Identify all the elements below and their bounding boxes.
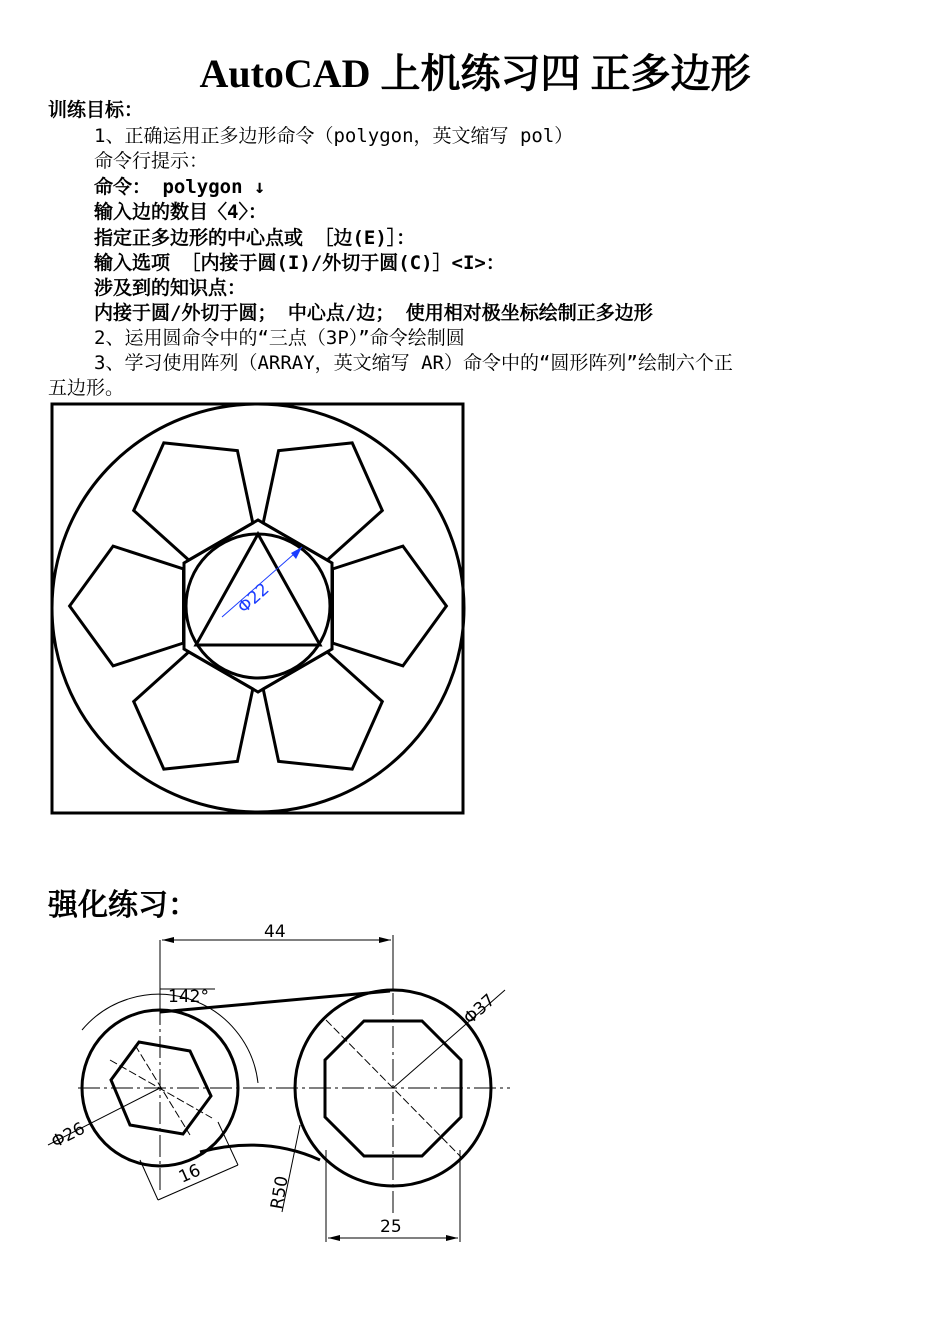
pentagon [263,443,382,560]
command-4: 输入选项 ［内接于圆(I)/外切于圆(C)］<I>： [94,252,505,274]
practice-heading: 强化练习： [48,888,198,923]
pentagon [70,546,184,666]
dimension-16: 16 [175,1160,204,1188]
pentagon [134,652,253,769]
pentagon [134,443,253,560]
figure-practice-linkage [40,915,520,1245]
item-1: 1、正确运用正多边形命令（polygon，英文缩写 pol） [94,125,574,147]
command-1: 命令： polygon ↓ [94,176,266,198]
dimension-diameter-26: Φ26 [48,1118,89,1153]
knowledge-items: 内接于圆/外切于圆； 中心点/边； 使用相对极坐标绘制正多边形 [94,302,653,324]
goals-label: 训练目标： [48,99,144,121]
dimension-25: 25 [380,1217,402,1237]
arc-r50 [200,1145,320,1160]
knowledge-label: 涉及到的知识点： [94,277,247,299]
dimension-diameter-37: Φ37 [459,990,500,1029]
command-3: 指定正多边形的中心点或 ［边(E)］： [94,227,416,249]
dimension-r50: R50 [267,1174,293,1211]
prompt-label: 命令行提示： [94,150,209,172]
dimension-44: 44 [264,922,286,942]
pentagon [333,546,447,666]
item-2: 2、运用圆命令中的“三点（3P）”命令绘制圆 [94,327,465,349]
dimension-diameter-22: Φ22 [233,579,274,618]
item-3-line-2: 五边形。 [48,377,125,399]
item-3-line-1: 3、学习使用阵列（ARRAY，英文缩写 AR）命令中的“圆形阵列”绘制六个正 [94,352,733,374]
dimension-142-deg: 142° [168,987,209,1007]
page-title: AutoCAD 上机练习四 正多边形 [199,51,751,96]
command-2: 输入边的数目〈4〉： [94,201,267,223]
figure-pentagon-array [48,400,468,818]
pentagon [263,652,382,769]
